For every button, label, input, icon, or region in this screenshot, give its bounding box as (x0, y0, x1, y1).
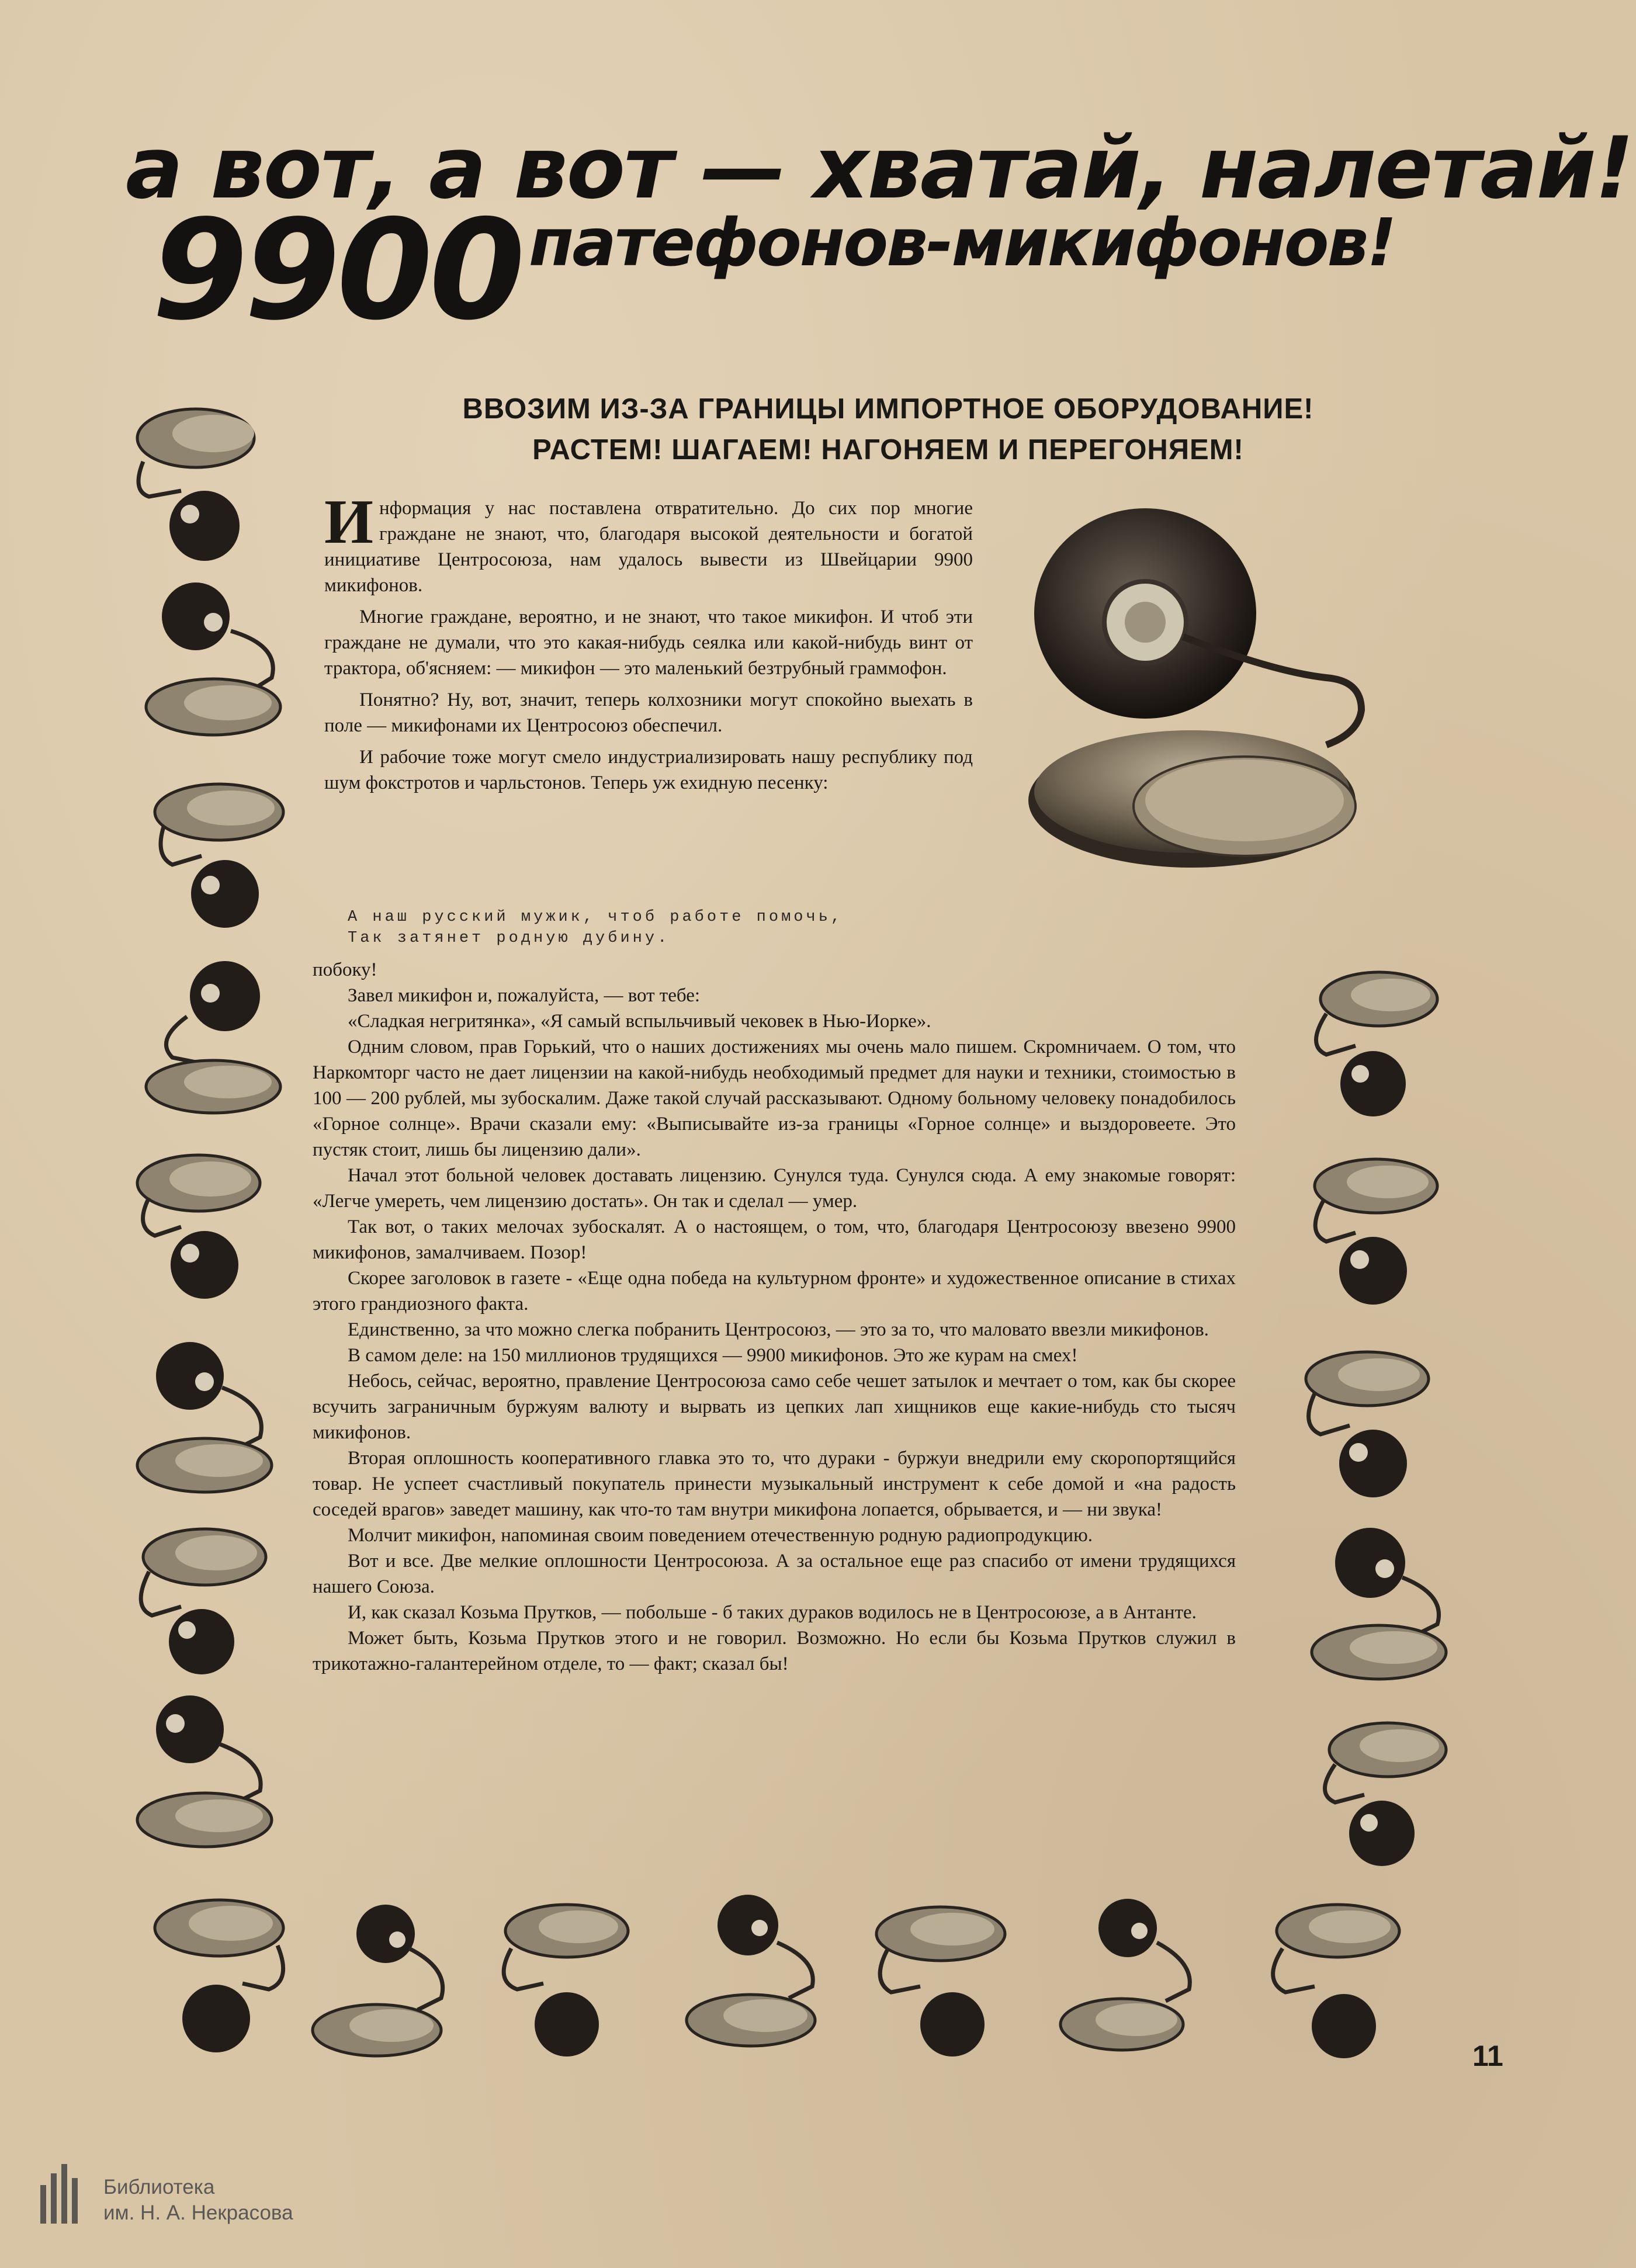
headline-line-1: а вот, а вот — хватай, налетай! (126, 119, 1633, 218)
micifon-illustration (126, 1332, 283, 1496)
article-paragraph: Понятно? Ну, вот, значит, теперь колхозники могут спокойно выехать в поле — микифонами их Центросоюз обеспечил. (324, 689, 973, 736)
article-paragraph: Вот и все. Две мелкие оплошности Центросоюза. А за остальное еще раз спасибо от имени трудящихся нашего Союза. (313, 1551, 1236, 1597)
micifon-illustration (678, 1887, 830, 2057)
poem-line: Так затянет родную дубину. (348, 930, 670, 947)
article-paragraph: Завел микифон и, пожалуйста, — вот тебе: (348, 985, 701, 1006)
article-paragraph: И рабочие тоже могут смело индустриализировать нашу республику под шум фокстротов и чарльстонов. Теперь уж ехидную песенку: (324, 747, 973, 793)
micifon-illustration (123, 1139, 280, 1303)
micifon-illustration (143, 1887, 295, 2057)
article-paragraph: В самом деле: на 150 миллионов трудящихся — 9900 микифонов. Это же курам на смех! (348, 1345, 1078, 1366)
article-paragraph: Информация у нас поставлена отвратительно. До сих пор многие граждане не знают, что, благодаря высокой деятельности и богатой инициативе Центросоюза, нам удалось вывести из Швейцарии 9900 микифонов. (324, 487, 973, 596)
micifon-illustration (126, 397, 283, 561)
micifon-illustration (131, 952, 289, 1116)
article-paragraph: Скорее заголовок в газете - «Еще одна победа на культурном фронте» и художественное описание в стихах этого грандиозного факта. (313, 1268, 1236, 1315)
article-paragraph: И, как сказал Козьма Прутков, — побольше - б таких дураков водилось не в Центросоюзе, а в Антанте. (348, 1602, 1197, 1623)
library-watermark (38, 2162, 389, 2232)
micifon-illustration (304, 1899, 456, 2068)
article-column-top (324, 487, 973, 802)
article-paragraph: Многие граждане, вероятно, и не знают, что такое микифон. И чтоб эти граждане не думали, что это какая-нибудь сеялка или какой-нибудь винт от трактора, об'ясняем: — микифон — это маленький безтрубный граммофон. (324, 606, 973, 679)
article-paragraph: побоку! (313, 959, 377, 980)
article-paragraph: Может быть, Козьма Прутков этого и не говорил. Возможно. Но если бы Козьма Прутков служил в трикотажно-галантерейном отделе, то — факт; сказал бы! (313, 1628, 1236, 1674)
library-name-line-1: Библиотека (103, 2176, 215, 2198)
micifon-illustration (1256, 1893, 1408, 2062)
article-paragraph: «Сладкая негритянка», «Я самый вспыльчивый чековек в Нью-Иорке». (348, 1011, 931, 1032)
subheadline-line-1: ВВОЗИМ ИЗ-ЗА ГРАНИЦЫ ИМПОРТНОЕ ОБОРУДОВАНИЕ! (462, 393, 1314, 425)
micifon-illustration (117, 1513, 275, 1677)
micifon-illustration (1291, 958, 1449, 1122)
article-paragraph: Одним словом, прав Горький, что о наших достижениях мы очень мало пишем. Скромничаем. О том, что Наркомторг часто не дает лицензии на какой-нибудь необходимый предмет для науки и техники, стоимостью в 100 — 200 рублей, мы зубоскалим. Даже такой случай рассказывают. Одному больному человеку понадобилось «Горное солнце». Врачи сказали ему: «Выписывайте из-за границы «Горное солнце» и выздоровеете. Это пустяк стоит, лишь бы лицензию дали». (313, 1036, 1236, 1160)
micifon-illustration (1052, 1893, 1204, 2062)
article-column-main (313, 957, 1236, 1677)
micifon-illustration (491, 1893, 643, 2062)
article-paragraph: Единственно, за что можно слегка побранить Центросоюз, — это за то, что маловато ввезли микифонов. (348, 1319, 1209, 1340)
article-paragraph: Так вот, о таких мелочах зубоскалят. А о настоящем, о том, что, благодаря Центросоюзу ввезено 9900 микифонов, замалчиваем. Позор! (313, 1216, 1236, 1263)
micifon-illustration (1294, 1145, 1452, 1309)
headline-line-2: патефонов-микифонов! (529, 205, 1395, 281)
subheadline (362, 389, 1414, 470)
poem-quote (348, 907, 990, 949)
article-paragraph: Молчит микифон, напоминая своим поведением отечественную родную радиопродукцию. (348, 1525, 1093, 1546)
micifon-illustration (1300, 1519, 1458, 1683)
micifon-illustration (126, 1688, 283, 1852)
library-logo-icon (38, 2162, 91, 2226)
headline-number: 9900 (152, 190, 522, 351)
poem-line: А наш русский мужик, чтоб работе помочь, (348, 908, 844, 926)
article-paragraph: Вторая оплошность кооперативного главка это то, что дураки - буржуи внедрили ему скоропортящийся товар. Не успеет счастливый покупатель принести музыкальный инструмент к себе домой и «на радость соседей врагов» заведет машину, как что-то там внутри микифона лопается, обрывается, и — ни звука! (313, 1448, 1236, 1520)
library-name-line-2: им. Н. А. Некрасова (103, 2201, 293, 2224)
drop-cap: И (324, 487, 374, 557)
subheadline-line-2: РАСТЕМ! ШАГАЕМ! НАГОНЯЕМ И ПЕРЕГОНЯЕМ! (532, 434, 1244, 466)
article-paragraph: Начал этот больной человек доставать лицензию. Сунулся туда. Сунулся сюда. А ему знакомые говорят: «Легче умереть, чем лицензию достать». Он так и сделал — умер. (313, 1165, 1236, 1212)
micifon-illustration (137, 768, 295, 932)
micifon-illustration (1291, 1338, 1449, 1501)
micifon-illustration (137, 575, 295, 739)
micifon-illustration (1300, 1706, 1458, 1870)
micifon-photo (999, 502, 1443, 888)
page-number: 11 (1472, 2040, 1503, 2072)
micifon-illustration (865, 1893, 1017, 2062)
article-paragraph: Небось, сейчас, вероятно, правление Центросоюза само себе чешет затылок и мечтает о том, как бы скорее всучить заграничным буржуям валюту и вырвать из цепких лап хищников еще какие-нибудь сто тысяч микифонов. (313, 1371, 1236, 1443)
